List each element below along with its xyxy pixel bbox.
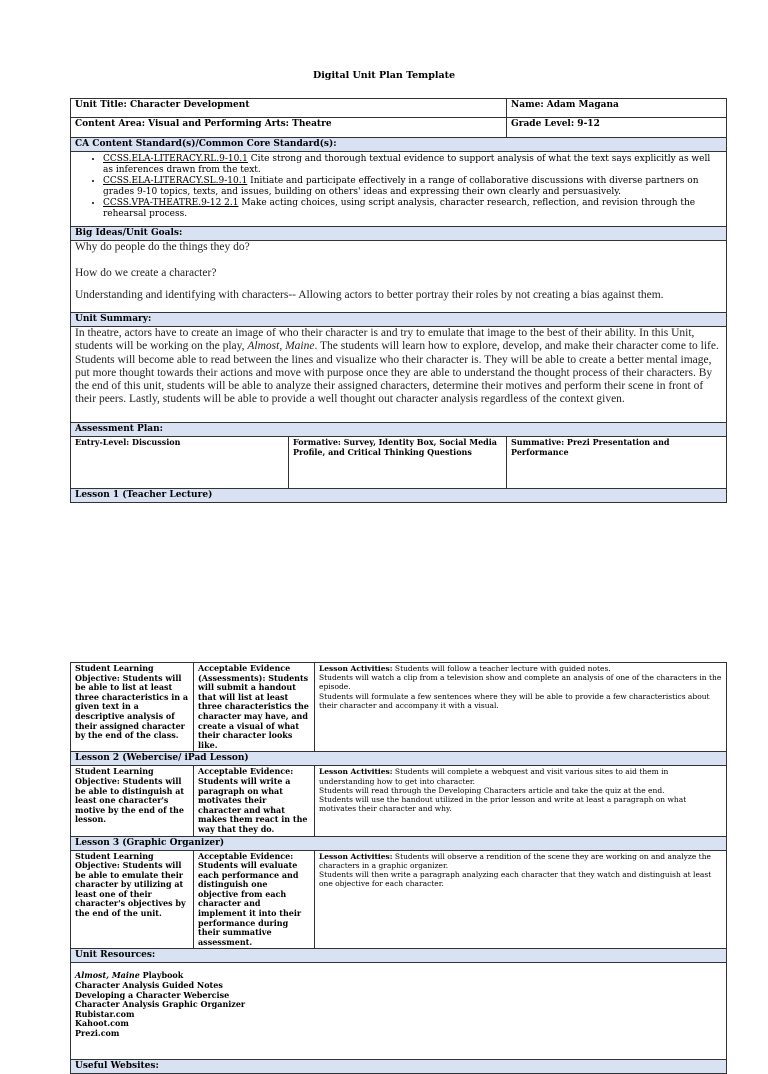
lesson3-header: Lesson 3 (Graphic Organizer) [71, 836, 727, 850]
useful-websites-header: Useful Websites: [71, 1060, 727, 1074]
lesson1-header: Lesson 1 (Teacher Lecture) [71, 489, 727, 503]
standards-list [71, 152, 727, 227]
standard-item: • CCSS.VPA-THEATRE.9-12 2.1 Make acting choices, using script analysis, character research, reflection, and revision through the rehearsal process. [103, 198, 722, 220]
resource-item: Developing a Character Webercise [75, 989, 230, 1000]
resource-item: Prezi.com [75, 1028, 120, 1038]
standard-item: • CCSS.ELA-LITERACY.SL.9-10.1 Initiate and participate effectively in a range of collaborative discussions with diverse partners on grades 9-10 topics, texts, and issues, building on others' ideas and expressing their own clearly and persuasively. [103, 176, 722, 198]
standard-item: • CCSS.ELA-LITERACY.RL.9-10.1 Cite strong and thorough textual evidence to support analysis of what the text says explicitly as well as inferences drawn from the text. [103, 154, 722, 176]
lesson2-activities: Lesson Activities: Students will complete a webquest and visit various sites to aid them in understanding how to get into character. Students will read through the Developing Characters article and take the quiz at the end. Students will use the handout utilized in the prior lesson and write at least a paragraph on what motivates their character and why. [315, 766, 727, 836]
formative-assessment: Formative: Survey, Identity Box, Social Media Profile, and Critical Thinking Questions [289, 437, 507, 489]
lesson3-evidence: Acceptable Evidence: Students will evaluate each performance and distinguish one objective from each character and implement it into their performance during their summative assessment. [194, 850, 315, 949]
resource-item: Character Analysis Graphic Organizer [75, 999, 246, 1010]
assessment-header: Assessment Plan: [71, 423, 727, 437]
unit-resources-list [71, 963, 727, 1060]
lesson2-header: Lesson 2 (Webercise/ iPad Lesson) [71, 752, 727, 766]
big-idea: How do we create a character? [75, 267, 217, 280]
resource-item: Rubistar.com [75, 1008, 135, 1019]
resource-item: Almost, Maine Playbook [75, 970, 184, 981]
lesson3-activities: Lesson Activities: Students will observe a rendition of the scene they are working on and analyze the characters in a graphic organizer. Students will then write a paragraph analyzing each character that they watch and distinguish at least one objective for each character. [315, 850, 727, 949]
lesson3-objective: Student Learning Objective: Students will be able to emulate their character by utilizing at least one of their character's objectives by the end of the unit. [71, 850, 194, 949]
resource-item: Kahoot.com [75, 1018, 129, 1029]
unit-title: Unit Title: Character Development [71, 99, 507, 118]
lesson1-evidence: Acceptable Evidence (Assessments): Students will submit a handout that will list at least three characteristics the character may have, and create a visual of what their character looks like. [194, 663, 315, 752]
big-idea: Why do people do the things they do? [75, 241, 250, 253]
big-ideas-body [71, 241, 727, 313]
lesson2-evidence: Acceptable Evidence: Students will write a paragraph on what motivates their character and what makes them react in the way that they do. [194, 766, 315, 836]
summative-assessment: Summative: Prezi Presentation and Performance [507, 437, 727, 489]
standards-header: CA Content Standard(s)/Common Core Standard(s): [71, 138, 727, 152]
resource-item: Character Analysis Guided Notes [75, 980, 223, 991]
big-idea: Understanding and identifying with characters-- Allowing actors to better portray their roles by not creating a bias against them. [75, 288, 664, 301]
standard-code[interactable]: CCSS.ELA-LITERACY.RL.9-10.1 [103, 154, 248, 164]
lesson2-objective: Student Learning Objective: Students will be able to distinguish at least one character's motive by the end of the lesson. [71, 766, 194, 836]
unit-resources-header: Unit Resources: [71, 949, 727, 963]
lesson1-activities: Lesson Activities: Students will follow a teacher lecture with guided notes. Students will watch a clip from a television show and complete an analysis of one of the characters in the episode. Students will formulate a few sentences where they will be able to provide a few characteristics about their character and accompany it with a visual. [315, 663, 727, 752]
content-area: Content Area: Visual and Performing Arts: Theatre [71, 118, 507, 138]
unit-summary-header: Unit Summary: [71, 313, 727, 327]
lessons-table [70, 662, 727, 1074]
lesson1-objective: Student Learning Objective: Students will be able to list at least three characteristics in a given text in a descriptive analysis of their assigned character by the end of the class. [71, 663, 194, 752]
big-ideas-header: Big Ideas/Unit Goals: [71, 227, 727, 241]
teacher-name: Name: Adam Magana [507, 99, 727, 118]
standard-code[interactable]: CCSS.VPA-THEATRE.9-12 2.1 [103, 198, 239, 208]
entry-level-assessment: Entry-Level: Discussion [71, 437, 289, 489]
grade-level: Grade Level: 9-12 [507, 118, 727, 138]
document-title: Digital Unit Plan Template [312, 70, 456, 81]
unit-plan-table [70, 98, 727, 503]
unit-summary-body: In theatre, actors have to create an image of who their character is and try to emulate that image to the best of their ability. In this Unit, students will be working on the play, Almost, Maine. The students will learn how to explore, develop, and make their character come to life. Students will become able to read between the lines and visualize who their character is. They will be able to create a better mental image, put more thought towards their actions and move with purpose once they are able to understand the thought process of their characters. By the end of this unit, students will be able to analyze their assigned characters, determine their motives and perform their scene in front of their peers. Lastly, students will be able to provide a well thought out character analysis regardless of the context given. [71, 327, 727, 423]
standard-code[interactable]: CCSS.ELA-LITERACY.SL.9-10.1 [103, 176, 248, 186]
